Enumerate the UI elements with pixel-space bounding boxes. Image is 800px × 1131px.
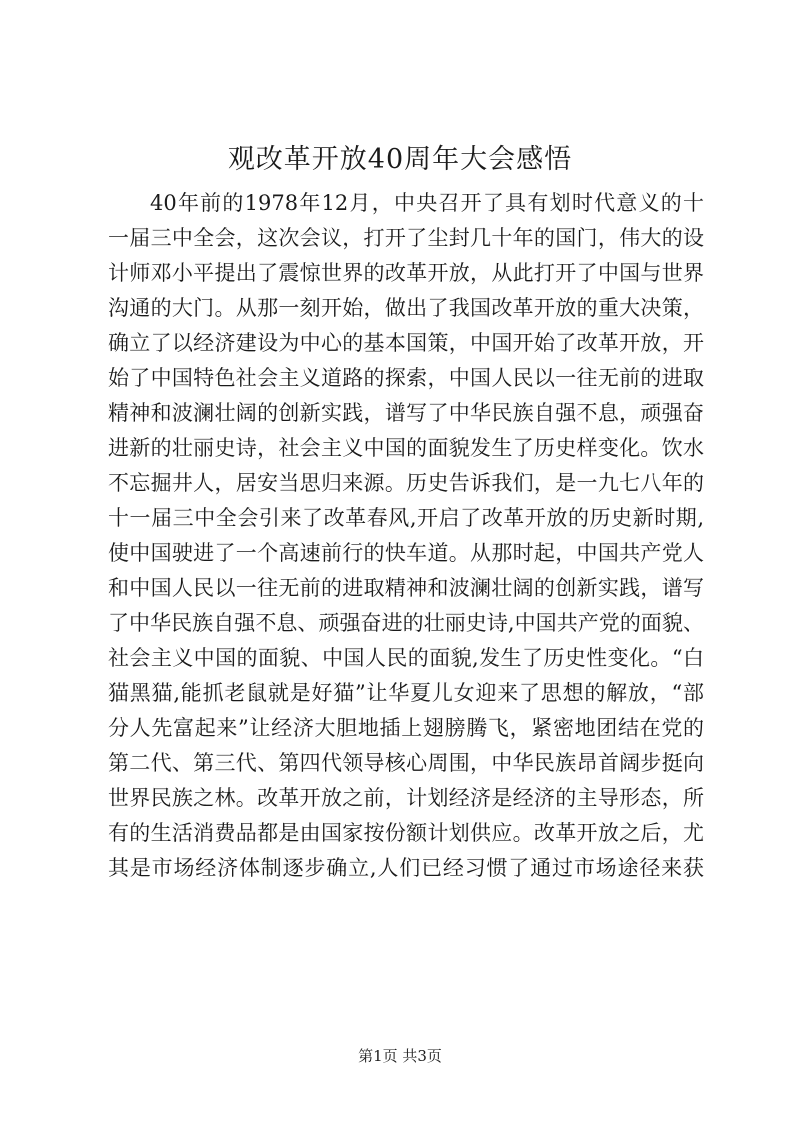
paragraph-line: 了中华民族自强不息、顽强奋进的壮丽史诗,中国共产党的面貌、 bbox=[108, 611, 704, 635]
paragraph-line: 分人先富起来”让经济大胆地插上翅膀腾飞，紧密地团结在党的 bbox=[108, 716, 704, 740]
paragraph-line: 沟通的大门。从那一刻开始，做出了我国改革开放的重大决策， bbox=[108, 296, 704, 320]
paragraph-line: 其是市场经济体制逐步确立,人们已经习惯了通过市场途径来获 bbox=[108, 856, 704, 880]
paragraph-line: 始了中国特色社会主义道路的探索，中国人民以一往无前的进取 bbox=[108, 366, 704, 390]
paragraph-line: 和中国人民以一往无前的进取精神和波澜壮阔的创新实践，谱写 bbox=[108, 576, 704, 600]
paragraph-line: 进新的壮丽史诗，社会主义中国的面貌发生了历史样变化。饮水 bbox=[108, 436, 704, 460]
paragraph-line: 不忘掘井人，居安当思归来源。历史告诉我们，是一九七八年的 bbox=[108, 471, 704, 495]
paragraph-line: 有的生活消费品都是由国家按份额计划供应。改革开放之后，尤 bbox=[108, 821, 704, 845]
paragraph-line: 确立了以经济建设为中心的基本国策，中国开始了改革开放，开 bbox=[108, 331, 704, 355]
paragraph-line: 精神和波澜壮阔的创新实践，谱写了中华民族自强不息，顽强奋 bbox=[108, 401, 704, 425]
paragraph-line: 使中国驶进了一个高速前行的快车道。从那时起，中国共产党人 bbox=[108, 541, 704, 565]
paragraph-line: 一届三中全会，这次会议，打开了尘封几十年的国门，伟大的设 bbox=[108, 226, 704, 250]
paragraph-line: 猫黑猫,能抓老鼠就是好猫”让华夏儿女迎来了思想的解放，“部 bbox=[108, 681, 704, 705]
document-title: 观改革开放40周年大会感悟 bbox=[227, 144, 573, 175]
paragraph-line: 40年前的1978年12月，中央召开了具有划时代意义的十 bbox=[150, 191, 704, 215]
paragraph-line: 世界民族之林。改革开放之前，计划经济是经济的主导形态，所 bbox=[108, 786, 704, 810]
paragraph-line: 计师邓小平提出了震惊世界的改革开放，从此打开了中国与世界 bbox=[108, 261, 704, 285]
paragraph-line: 社会主义中国的面貌、中国人民的面貌,发生了历史性变化。“白 bbox=[108, 646, 704, 670]
page-number-footer: 第1页 共3页 bbox=[358, 1047, 442, 1065]
body-paragraph bbox=[108, 186, 704, 886]
paragraph-line: 第二代、第三代、第四代领导核心周围，中华民族昂首阔步挺向 bbox=[108, 751, 704, 775]
paragraph-line: 十一届三中全会引来了改革春风,开启了改革开放的历史新时期, bbox=[108, 506, 704, 530]
